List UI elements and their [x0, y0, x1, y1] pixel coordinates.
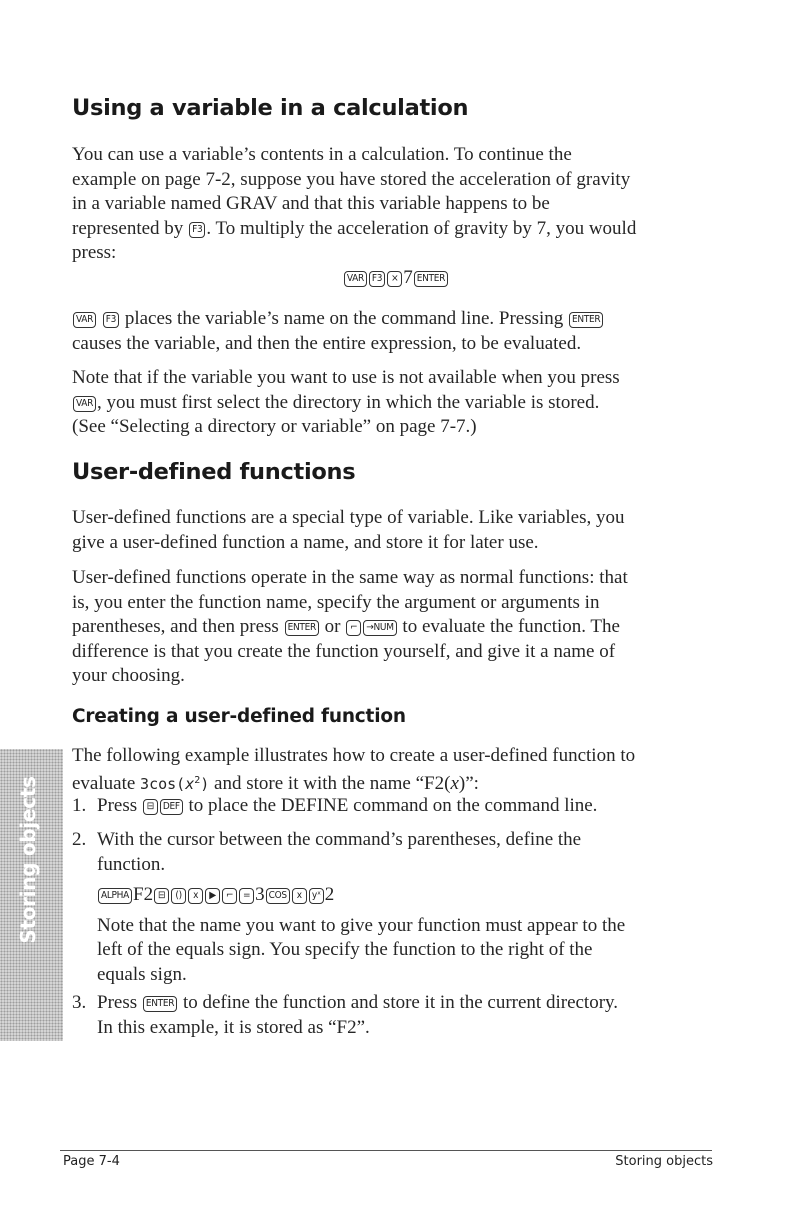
subsection-heading-creating-udf: Creating a user-defined function — [72, 706, 406, 727]
chapter-side-tab-label: Storing objects — [16, 776, 40, 944]
enter-key-icon: ENTER — [414, 271, 448, 287]
digit-seven: 7 — [403, 267, 413, 288]
cos-key-icon: COS — [266, 888, 290, 904]
x-key-icon: x — [188, 888, 203, 904]
paragraph-example-intro: The following example illustrates how to create a user-defined function to evaluate $3\cos(x^2)$ and store it with the name “F2(x)”: — [72, 745, 636, 794]
section-heading-using-variable: Using a variable in a calculation — [72, 95, 469, 121]
enter-key-icon: ENTER — [285, 620, 319, 636]
footer-page-number: Page 7-4 — [63, 1154, 120, 1169]
num-key-icon: →NUM — [363, 620, 396, 636]
f3-key-icon: F3 — [189, 222, 205, 238]
equals-key-icon: = — [239, 888, 254, 904]
left-shift-key-icon: ⊟ — [154, 888, 169, 904]
def-key-icon: DEF — [160, 799, 183, 815]
footer-chapter-title: Storing objects — [615, 1154, 713, 1169]
right-arrow-key-icon: ▶ — [205, 888, 220, 904]
paragraph-note-directory: Note that if the variable you want to use is not available when you press VAR , you must first select the directory in which the variable is stored. (See “Selecting a directory or variable” on page 7-7.) — [72, 367, 620, 438]
times-key-icon: × — [387, 271, 402, 287]
math-expression: $3\cos(x^2)$ — [140, 774, 210, 793]
left-shift-key-icon: ⊟ — [143, 799, 158, 815]
enter-key-icon: ENTER — [143, 996, 177, 1012]
paren-key-icon: () — [171, 888, 186, 904]
f3-key-icon: F3 — [103, 312, 119, 328]
x-key-icon: x — [292, 888, 307, 904]
var-key-icon: VAR — [73, 312, 96, 328]
keystroke-sequence-define: ALPHA F2 ⊟ () x ▶ ⌐ = 3 COS x yˣ 2 — [97, 883, 625, 908]
right-shift-key-icon: ⌐ — [346, 620, 361, 636]
enter-key-icon: ENTER — [569, 312, 603, 328]
paragraph-using-variable: You can use a variable’s contents in a calculation. To continue the example on page 7-2, suppose you have stored the acceleration of gravity in a variable named GRAV and that this variable happens to be represented by F3 . To multiply the acceleration of gravity by 7, you would press: — [72, 144, 637, 264]
section-heading-user-defined-functions: User-defined functions — [72, 459, 356, 485]
paragraph-var-f3: VAR F3 places the variable’s name on the command line. Pressing ENTER causes the variable, and then the entire expression, to be evaluated. — [72, 307, 722, 356]
footer-divider — [60, 1150, 712, 1151]
paragraph-udf-operate: User-defined functions operate in the same way as normal functions: that is, you enter the function name, specify the argument or arguments in parentheses, and then press ENTER or ⌐ →NUM to evaluate the function. The difference is that you create the function yourself, and give it a name of your choosing. — [72, 567, 628, 687]
y-to-x-key-icon: yˣ — [309, 888, 324, 904]
f3-key-icon: F3 — [369, 271, 385, 287]
keystroke-sequence-multiply — [0, 266, 792, 290]
var-key-icon: VAR — [73, 396, 96, 412]
manual-page: Using a variable in a calculation You can use a variable’s contents in a calculation. To continue the example on page 7-2, suppose you have stored the acceleration of gravity in a variable named GRAV and that this variable happens to be represented by F3 . To multiply the acceleration of gravity by 7, you would press: VAR F3 × 7 ENTER VAR F3 places the variable’s name on the command line. Pressing ENTER causes the variable, and then the entire expression, to be evaluated. Note that if the variable you want to use is not available when you press VAR , you must first select the directory in which the variable is stored. (See “Selecting a directory or variable” on page 7-7.) User-defined functions User-defined functions are a special type of variable. Like variables, you give a user-defined function a name, and store it for later use. User-defined functions operate in the same way as normal functions: that is, you enter the function name, specify the argument or arguments in parentheses, and then press ENTER or ⌐ →NUM to evaluate the function. The difference is that you create the function yourself, and give it a name of your choosing. Creating a user-defined function The following example illustrates how to create a user-defined function to evaluate $3\cos(x^2)$ and store it with the name “F2(x)”: 1. Press ⊟ DEF to place the DEFINE command on the command line. 2. With the cursor between the command’s parentheses, define the function. ALPHA F2 ⊟ () x ▶ ⌐ = 3 COS x yˣ 2 Note that the name you want to give your function must appear to the left of the equals sign. You specify the function to the right of the equals sign. 3. Press ENTER to define the function and store it in the current directory. In this example, it is stored as “F2”. Storing objects Page 7-4 Storing objects — [0, 0, 792, 1224]
paragraph-udf-intro: User-defined functions are a special type of variable. Like variables, you give a user-defined function a name, and store it for later use. — [72, 507, 625, 553]
right-shift-key-icon: ⌐ — [222, 888, 237, 904]
var-key-icon: VAR — [344, 271, 367, 287]
alpha-key-icon: ALPHA — [98, 888, 132, 904]
